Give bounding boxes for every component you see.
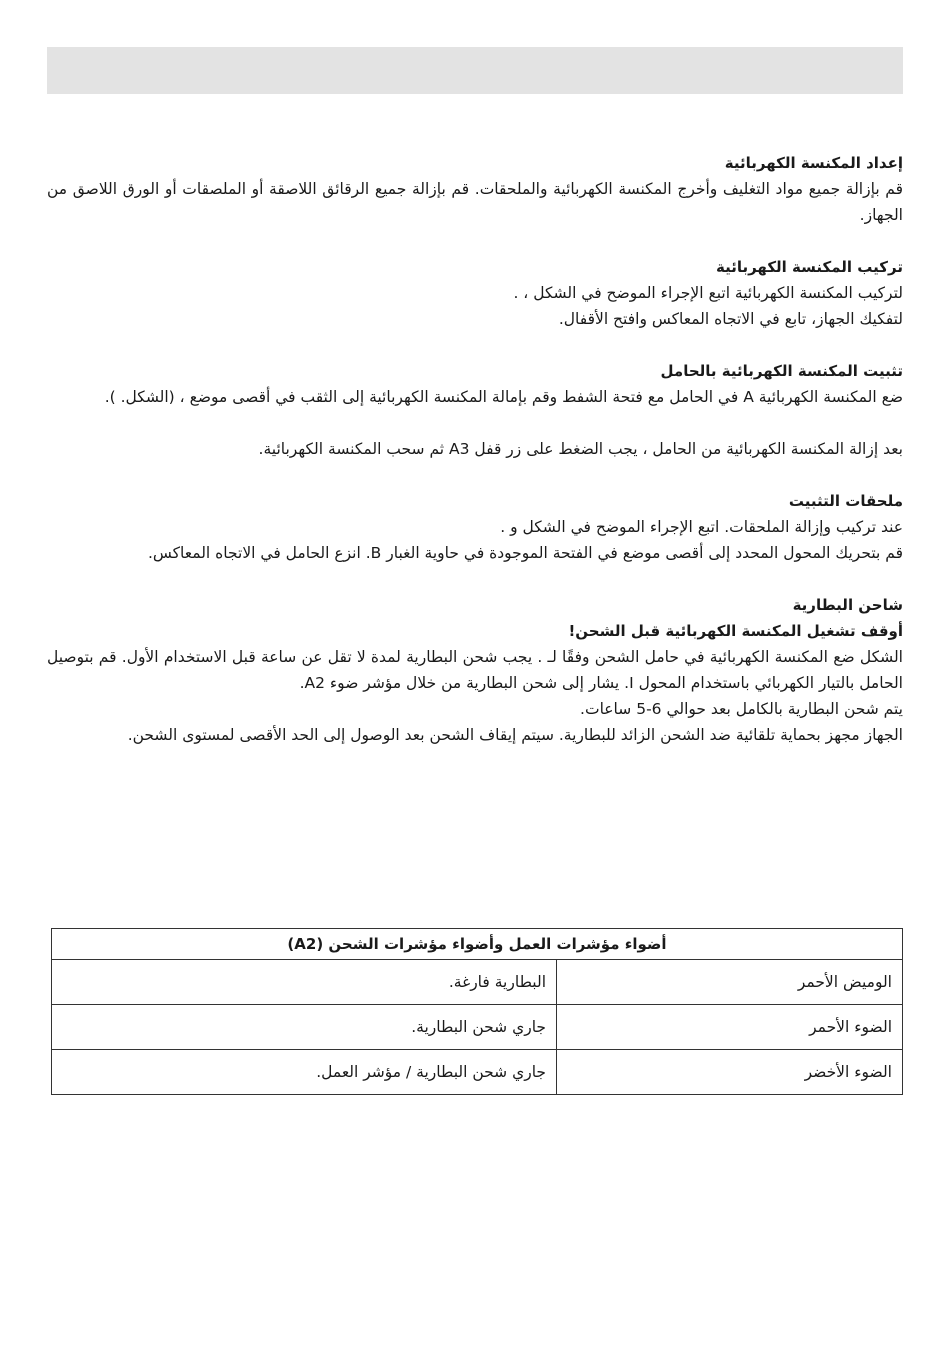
section-paragraph: بعد إزالة المكنسة الكهربائية من الحامل ، يجب الضغط على زر قفل A3 ثم سحب المكنسة الكهربائية.: [258, 440, 903, 458]
section-heading: تركيب المكنسة الكهربائية: [715, 258, 903, 276]
table-cell-light: الضوء الأخضر: [557, 1050, 903, 1095]
table-cell-meaning: جاري شحن البطارية / مؤشر العمل.: [52, 1050, 557, 1095]
section-heading: إعداد المكنسة الكهربائية: [724, 154, 903, 172]
section-heading: تثبيت المكنسة الكهربائية بالحامل: [660, 362, 903, 380]
section-holder: [47, 358, 903, 462]
section-paragraph: الشكل ضع المكنسة الكهربائية في حامل الشحن وفقًا لـ . يجب شحن البطارية لمدة لا تقل عن ساعة قبل الاستخدام الأول. قم بتوصيل الحامل بالتيار الكهربائي باستخدام المحول I. يشار إلى شحن البطارية من خلال مؤشر ضوء A2.: [47, 648, 903, 692]
section-paragraph: عند تركيب وإزالة الملحقات. اتبع الإجراء الموضح في الشكل و .: [500, 518, 903, 536]
table-row: [52, 1050, 903, 1095]
table-row: [52, 960, 903, 1005]
section-heading: شاحن البطارية: [792, 596, 903, 614]
table-header-row: [52, 929, 903, 960]
section-paragraph: الجهاز مجهز بحماية تلقائية ضد الشحن الزائد للبطارية. سيتم إيقاف الشحن بعد الوصول إلى الحد الأقصى لمستوى الشحن.: [127, 726, 903, 744]
section-paragraph: لتركيب المكنسة الكهربائية اتبع الإجراء الموضح في الشكل ، .: [513, 284, 903, 302]
header-bar: [47, 47, 903, 94]
table-cell-meaning: البطارية فارغة.: [52, 960, 557, 1005]
table-cell-meaning: جاري شحن البطارية.: [52, 1005, 557, 1050]
section-paragraph: قم بإزالة جميع مواد التغليف وأخرج المكنسة الكهربائية والملحقات. قم بإزالة جميع الرقائق اللاصقة أو الملصقات أو الورق اللاصق من الجهاز.: [47, 180, 903, 224]
section-paragraph: قم بتحريك المحول المحدد إلى أقصى موضع في الفتحة الموجودة في حاوية الغبار B. انزع الحامل في الاتجاه المعاكس.: [147, 544, 903, 562]
section-charger: [47, 592, 903, 748]
manual-content: [47, 150, 903, 774]
section-assembly: [47, 254, 903, 332]
section-accessories: [47, 488, 903, 566]
table-row: [52, 1005, 903, 1050]
table-cell-light: الضوء الأحمر: [557, 1005, 903, 1050]
table-title: أضواء مؤشرات العمل وأضواء مؤشرات الشحن (A2): [52, 929, 903, 960]
table-cell-light: الوميض الأحمر: [557, 960, 903, 1005]
section-spacer: [47, 410, 903, 436]
section-warning: أوقف تشغيل المكنسة الكهربائية قبل الشحن!: [568, 622, 903, 640]
section-heading: ملحقات التثبيت: [788, 492, 903, 510]
section-paragraph: ضع المكنسة الكهربائية A في الحامل مع فتحة الشفط وقم بإمالة المكنسة الكهربائية إلى الثقب في أقصى موضع ، (الشكل. ).: [104, 388, 903, 406]
section-setup: [47, 150, 903, 228]
indicator-table: [51, 928, 903, 1095]
section-paragraph: يتم شحن البطارية بالكامل بعد حوالي 6-5 ساعات.: [580, 700, 903, 718]
section-paragraph: لتفكيك الجهاز، تابع في الاتجاه المعاكس وافتح الأقفال.: [558, 310, 903, 328]
